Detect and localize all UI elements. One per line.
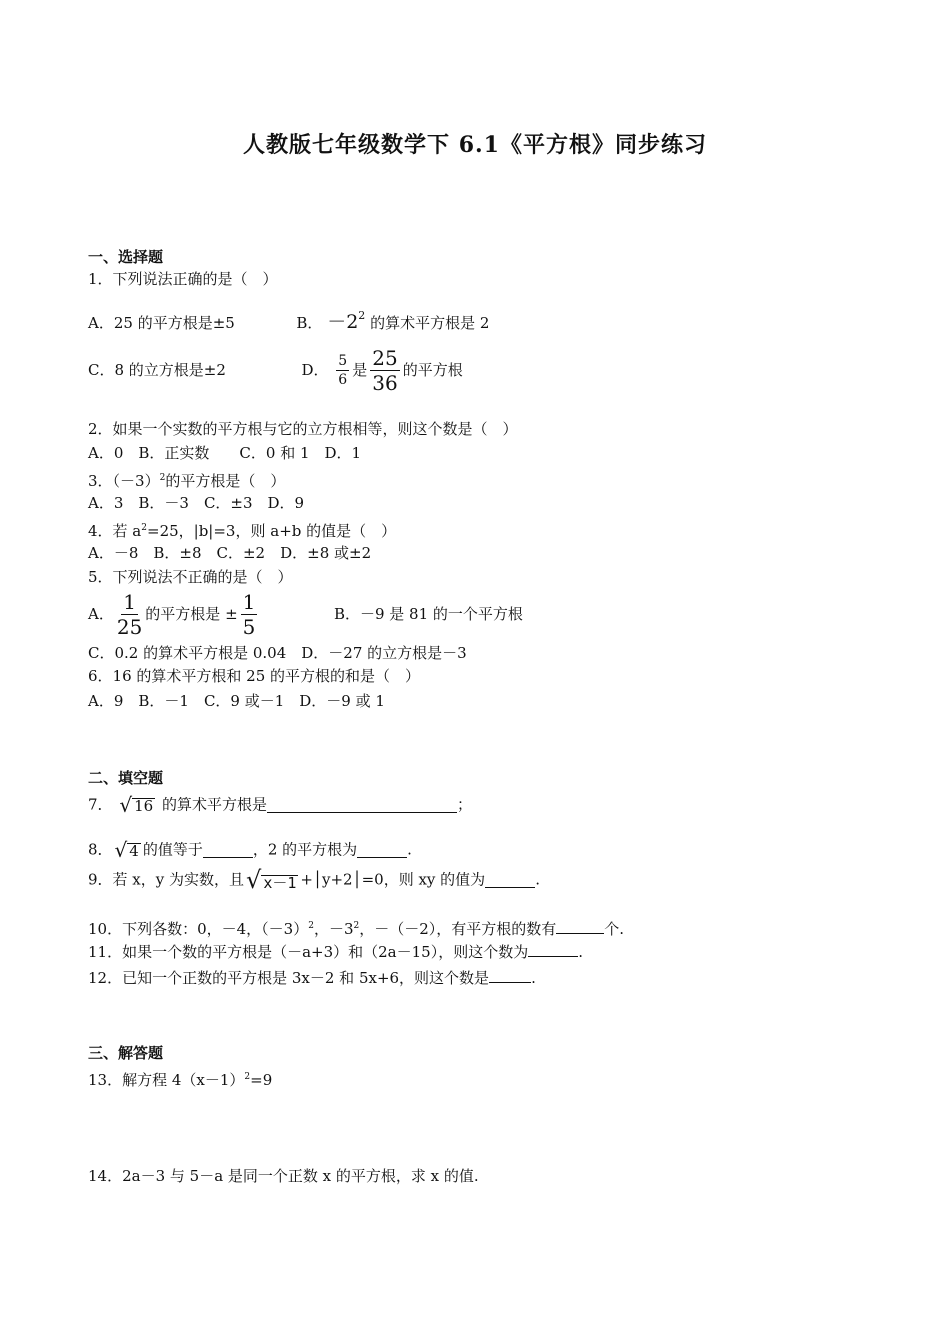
question-1-stem: 1．下列说法正确的是（ ） [88, 270, 278, 288]
question-6-options: A．9 B．－1 C．9 或－1 D．－9 或 1 [88, 692, 385, 710]
question-6-stem: 6．16 的算术平方根和 25 的平方根的和是（ ） [88, 667, 421, 685]
q5-a-label: A． [88, 605, 114, 623]
q5-a-mid: 的平方根是 ± [145, 605, 238, 623]
q5-a-fraction-1: $\frac{1}{25}$ [116, 590, 143, 639]
q9-answer-blank[interactable] [485, 873, 535, 888]
q1-d-fraction-2: $\frac{25}{36}$ [372, 346, 398, 395]
q7-answer-blank[interactable] [267, 798, 457, 813]
section-heading-choice: 一、选择题 [88, 248, 164, 266]
question-4-stem: 4．若 $a^2=25$，|b|=3，则 a+b 的值是（ ） [88, 522, 397, 540]
q8-answer-blank-1[interactable] [203, 843, 253, 858]
q1-b-label: B． [296, 314, 323, 332]
question-2-options: A．0 B．正实数 C．0 和 1 D．1 [88, 444, 362, 462]
q12-answer-blank[interactable] [489, 968, 531, 983]
question-2-stem: 2．如果一个实数的平方根与它的立方根相等，则这个数是（ ） [88, 420, 518, 438]
question-14: 14．2a－3 与 5－a 是同一个正数 x 的平方根，求 x 的值. [88, 1167, 479, 1185]
question-5-stem: 5．下列说法不正确的是（ ） [88, 568, 293, 586]
question-10: 10．下列各数：0，－4，$(-3)^2$，$-3^2$，－（－2），有平方根的数有 个. [88, 920, 625, 938]
question-4-options: A．－8 B．±8 C．±2 D．±8 或±2 [88, 544, 372, 562]
question-8: 8． √ 4 的值等于 ，2 的平方根为 . [88, 838, 412, 862]
q1-b-expr: $-2^2$ [327, 309, 366, 333]
question-11: 11．如果一个数的平方根是（－a+3）和（2a－15），则这个数为 . [88, 943, 583, 961]
q1-d-tail: 的平方根 [402, 361, 463, 379]
q7-sqrt: √ 16 [119, 793, 154, 817]
q1-a-label: A． [88, 314, 114, 332]
q5-a-fraction-2: $\frac{1}{5}$ [242, 590, 256, 639]
q1-c-text: 8 的立方根是±2 [114, 361, 226, 379]
question-1-options-cd: C．8 的立方根是±2 D． $\frac{5}{6}$ 是 $\frac{25}{36}$ 的平方根 [88, 346, 463, 395]
question-3-stem: 3．$(-3)^2$的平方根是（ ） [88, 472, 286, 490]
q5-b-text: B．－9 是 81 的一个平方根 [333, 605, 523, 623]
q9-sqrt: √ x－1 [246, 866, 297, 894]
q8-sqrt: √ 4 [114, 838, 139, 862]
q1-c-label: C． [88, 361, 115, 379]
section-heading-fill: 二、填空题 [88, 769, 164, 787]
q1-a-text: 25 的平方根是±5 [113, 314, 235, 332]
question-7: 7． √ 16 的算术平方根是 ； [88, 793, 472, 817]
question-5-options-ab [88, 592, 523, 637]
q1-b-text: 的算术平方根是 2 [370, 314, 490, 332]
page-title: 人教版七年级数学下 6.1《平方根》同步练习 [243, 132, 707, 158]
question-3-options: A．3 B．－3 C．±3 D．9 [88, 494, 305, 512]
q1-d-label: D． [301, 361, 329, 379]
question-5-options-cd: C．0.2 的算术平方根是 0.04 D．－27 的立方根是－3 [88, 644, 467, 662]
q1-d-fraction-1: $\frac{5}{6}$ [338, 353, 348, 388]
question-9: 9．若 x，y 为实数，且 √ x－1 +│y+2│=0，则 xy 的值为 . [88, 866, 540, 894]
section-heading-solve: 三、解答题 [88, 1044, 164, 1062]
q8-answer-blank-2[interactable] [357, 843, 407, 858]
question-1-options-ab [88, 306, 489, 333]
question-12: 12．已知一个正数的平方根是 3x－2 和 5x+6，则这个数是 . [88, 969, 536, 987]
q11-answer-blank[interactable] [528, 942, 578, 957]
q10-answer-blank[interactable] [556, 919, 604, 934]
question-13: 13．解方程 $4(x-1)^2=9$ [88, 1071, 273, 1089]
